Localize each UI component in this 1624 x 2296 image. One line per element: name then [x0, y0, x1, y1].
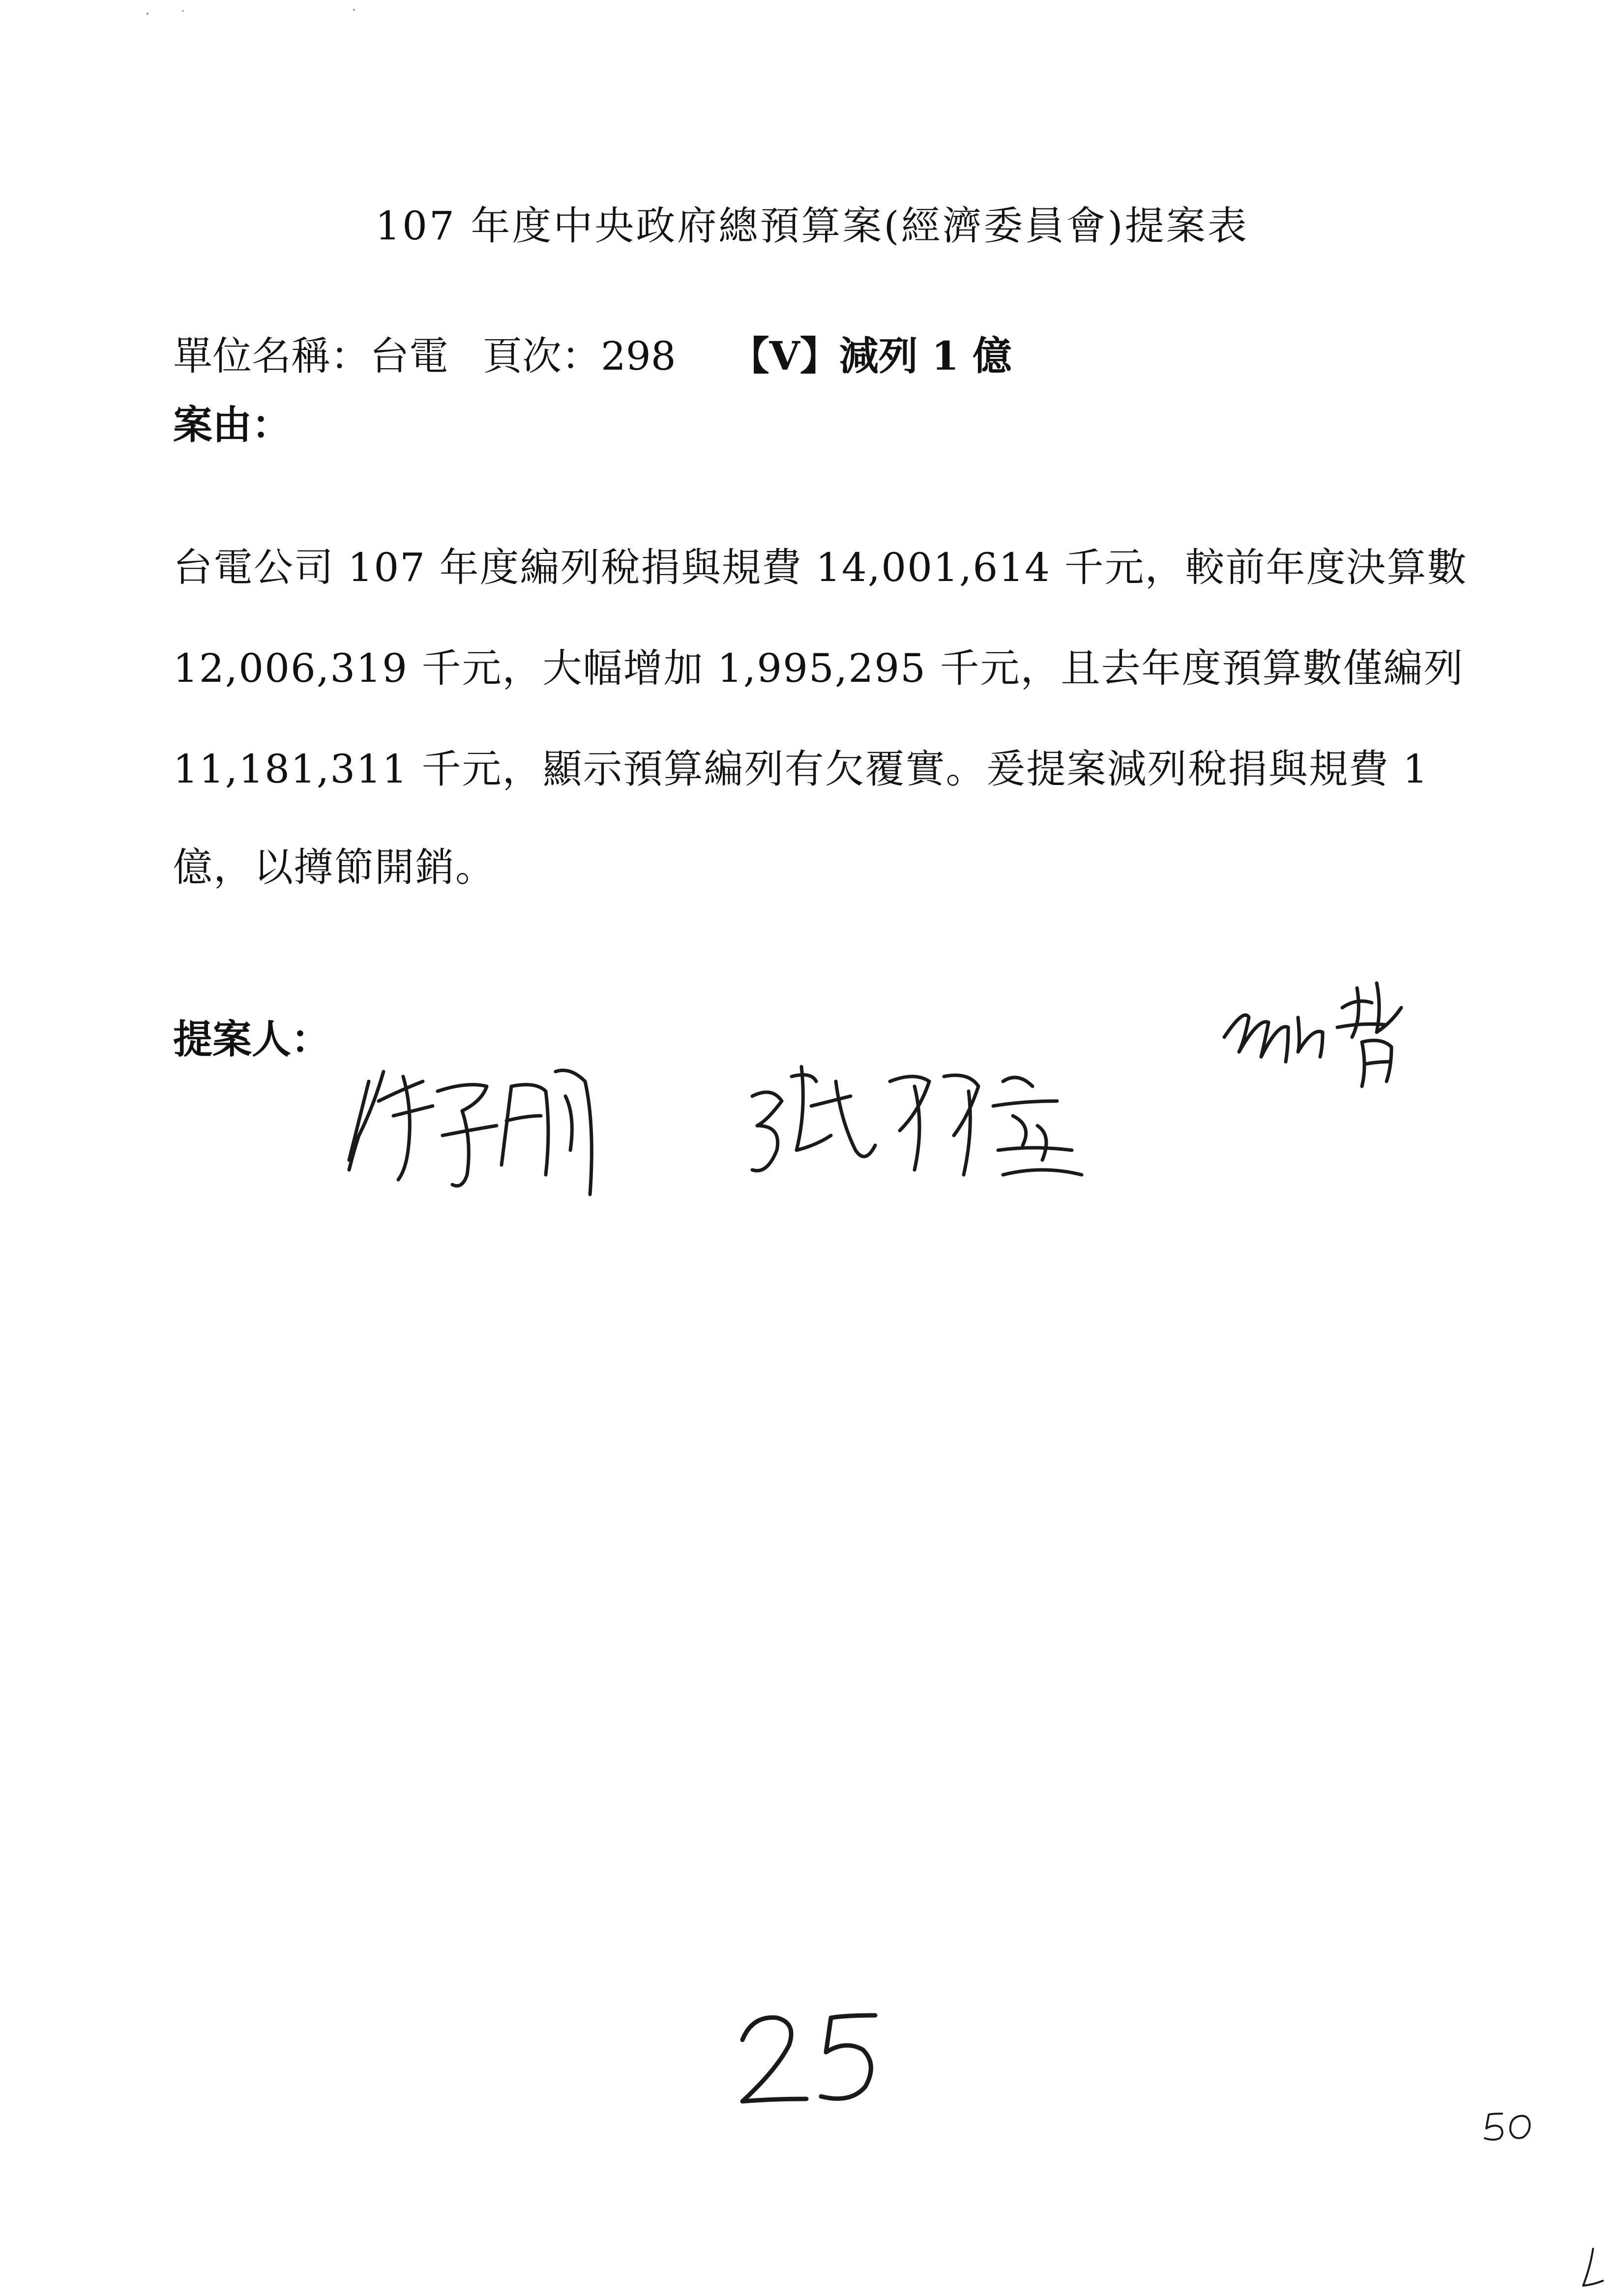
page-value: 298 [601, 333, 676, 379]
signature-3 [1214, 978, 1450, 1096]
action-text: 【V】減列 1 億 [730, 333, 1012, 379]
body-line-2: 12,006,319 千元，大幅增加 1,995,295 千元，且去年度預算數僅編列 [173, 645, 1464, 691]
reason-label: 案由： [173, 402, 291, 448]
scan-specks [0, 0, 1624, 29]
handwritten-corner-number [1480, 2109, 1539, 2143]
unit-value: 台電 [370, 333, 448, 379]
page-label: 頁次： [483, 333, 601, 379]
body-line-3: 11,181,311 千元，顯示預算編列有欠覆實。爰提案減列稅捐與規費 1 [173, 746, 1429, 792]
signature-1 [339, 1052, 615, 1199]
unit-info-line [173, 324, 1012, 381]
handwritten-page-number [733, 2005, 880, 2114]
corner-mark [1578, 2246, 1608, 2291]
proposer-label: 提案人： [173, 1016, 330, 1062]
body-line-1: 台電公司 107 年度編列稅捐與規費 14,001,614 千元，較前年度決算數 [173, 545, 1468, 590]
body-line-4: 億，以撙節開銷。 [173, 844, 496, 890]
unit-label: 單位名稱： [173, 333, 370, 379]
document-title: 107 年度中央政府總預算案(經濟委員會)提案表 [375, 203, 1249, 249]
signature-2 [738, 1052, 1121, 1204]
